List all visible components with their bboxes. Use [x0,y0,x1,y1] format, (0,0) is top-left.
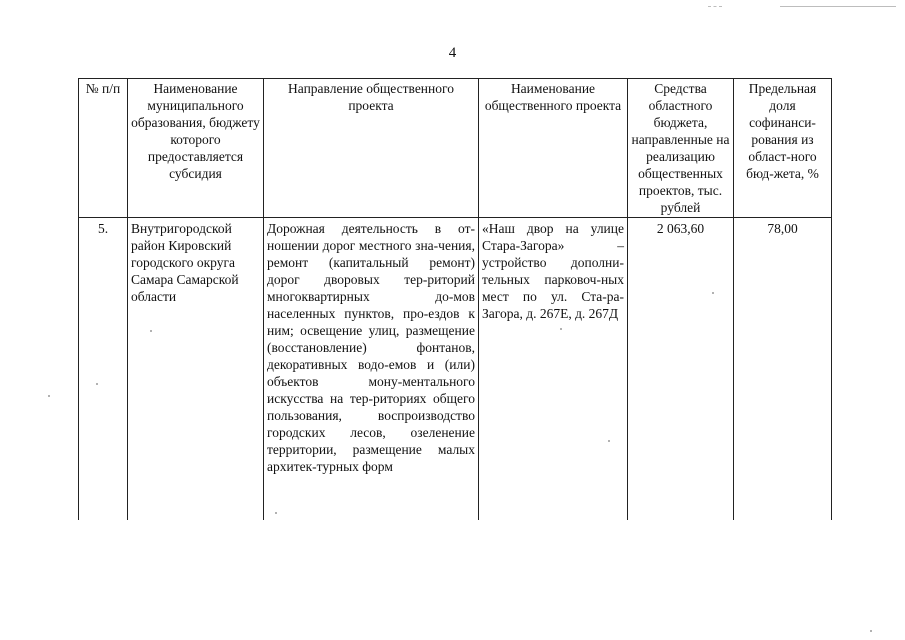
row-funds: 2 063,60 [628,218,734,521]
scan-speck [150,330,152,332]
scan-artifact-line [780,6,896,7]
row-direction: Дорожная деятельность в от-ношении дорог местного зна-чения, ремонт (капитальный ремонт) дорог дворовых тер-риторий многоквартирных до-мов населенных пунктов, про-ездов к ним; освещение улиц, размещение (восстановление) фонтанов, декоративных водо-емов и (или) объектов мону-ментального искусства на тер-риториях общего пользования, воспроизводство городских лесов, озеленение территории, размещение малых архитек-турных форм [264,218,479,521]
scan-speck [96,383,98,385]
scan-speck [48,395,50,397]
page-number: 4 [448,45,457,61]
header-direction: Направление общественного проекта [264,79,479,218]
row-num: 5. [79,218,128,521]
scan-speck [275,512,277,514]
row-municipality: Внутригородской район Кировский городского округа Самара Самарской области [128,218,264,521]
scan-speck [870,630,872,632]
scan-speck [560,328,562,330]
subsidy-table [78,78,832,520]
header-share: Предельная доля софинанси-рования из област-ного бюд-жета, % [734,79,832,218]
table-header-row [79,79,832,218]
row-project: «Наш двор на улице Стара-Загора» – устройство дополни-тельных парковоч-ных мест по ул. Ста-ра-Загора, д. 267Е, д. 267Д [479,218,628,521]
scan-speck [608,440,610,442]
table-row [79,218,832,521]
header-project: Наименование общественного проекта [479,79,628,218]
scan-speck [712,292,714,294]
scan-artifact-line [708,6,722,7]
row-share: 78,00 [734,218,832,521]
header-municipality: Наименование муниципального образования, бюджету которого предоставляется субсидия [128,79,264,218]
header-funds: Средства областного бюджета, направленные на реализацию общественных проектов, тыс. рублей [628,79,734,218]
header-num: № п/п [79,79,128,218]
